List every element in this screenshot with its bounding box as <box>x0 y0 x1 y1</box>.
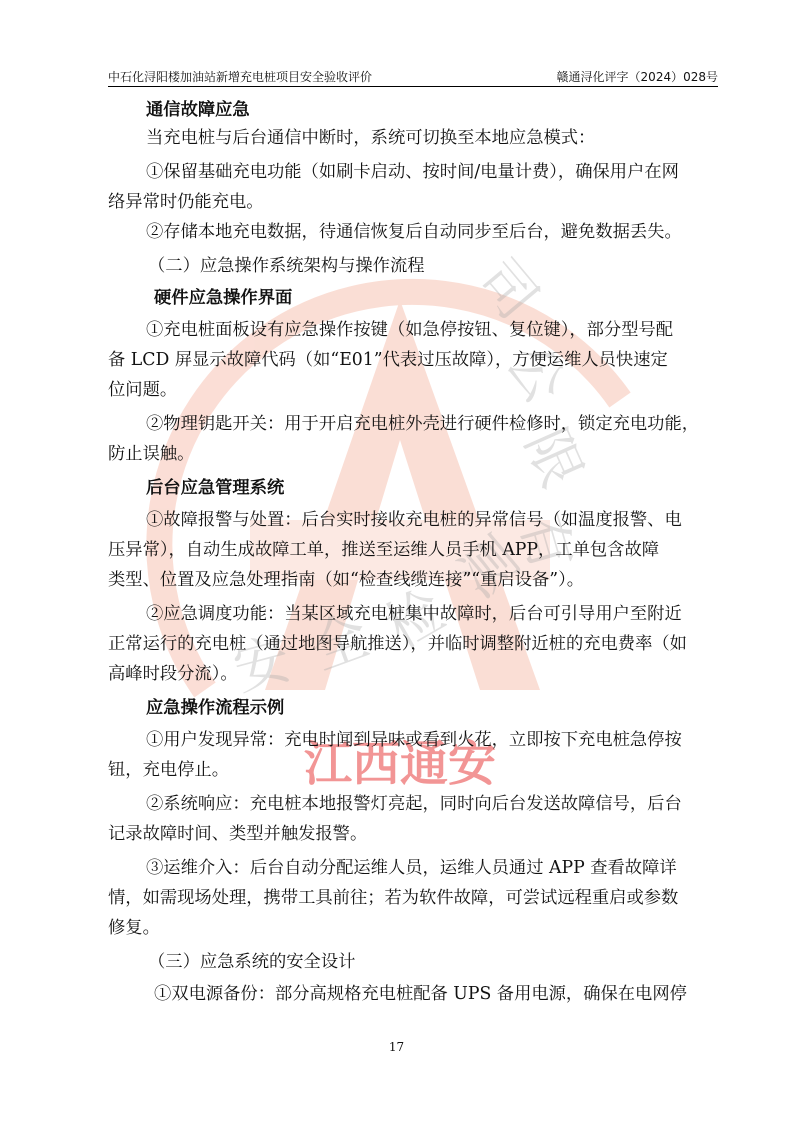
body-line: ②系统响应：充电桩本地报警灯亮起，同时向后台发送故障信号，后台 <box>146 794 682 814</box>
section-heading: 硬件应急操作界面 <box>154 288 293 308</box>
body-line: ②物理钥匙开关：用于开启充电桩外壳进行硬件检修时，锁定充电功能， <box>146 414 700 434</box>
header-title: 中石化浔阳楼加油站新增充电桩项目安全验收评价 <box>108 70 373 84</box>
section-heading: 后台应急管理系统 <box>146 478 285 498</box>
body-line: 当充电桩与后台通信中断时，系统可切换至本地应急模式： <box>146 128 596 148</box>
svg-text:限: 限 <box>512 419 595 497</box>
body-line: 位问题。 <box>108 380 178 400</box>
body-line: 正常运行的充电桩（通过地图导航推送），并临时调整附近桩的充电费率（如 <box>108 634 687 654</box>
body-line: ①故障报警与处置：后台实时接收充电桩的异常信号（如温度报警、电 <box>146 510 682 530</box>
body-line: 高峰时段分流）。 <box>108 664 238 684</box>
body-line: 钮，充电停止。 <box>108 760 229 780</box>
body-line: ③运维介入：后台自动分配运维人员，运维人员通过 APP 查看故障详 <box>146 858 677 878</box>
body-line: （二）应急操作系统架构与操作流程 <box>148 256 425 276</box>
body-line: ②应急调度功能：当某区域充电桩集中故障时，后台可引导用户至附近 <box>146 604 682 624</box>
body-line: ①保留基础充电功能（如刷卡启动、按时间/电量计费），确保用户在网 <box>146 162 679 182</box>
body-line: （三）应急系统的安全设计 <box>148 952 356 972</box>
svg-text:全: 全 <box>302 602 378 684</box>
body-line: 修复。 <box>108 918 160 938</box>
header-doc-number: 赣通浔化评字（2024）028号 <box>556 70 718 84</box>
body-line: ②存储本地充电数据，待通信恢复后自动同步至后台，避免数据丢失。 <box>146 222 682 242</box>
svg-text:公: 公 <box>493 332 578 415</box>
body-line: 压异常），自动生成故障工单，推送至运维人员手机 APP，工单包含故障 <box>108 540 660 560</box>
svg-text:安: 安 <box>226 626 298 704</box>
svg-text:测: 测 <box>447 524 532 611</box>
section-heading: 通信故障应急 <box>146 100 250 120</box>
body-line: ①用户发现异常：充电时闻到异味或看到火花，立即按下充电桩急停按 <box>146 730 682 750</box>
svg-text:有: 有 <box>506 505 585 578</box>
section-heading: 应急操作流程示例 <box>146 698 285 718</box>
body-line: 络异常时仍能充电。 <box>108 192 264 212</box>
svg-text:司: 司 <box>464 247 551 332</box>
body-line: 记录故障时间、类型并触发报警。 <box>108 824 368 844</box>
body-line: 情，如需现场处理，携带工具前往；若为软件故障，可尝试远程重启或参数 <box>108 888 679 908</box>
page-header <box>108 66 718 87</box>
body-line: ①双电源备份：部分高规格充电桩配备 UPS 备用电源，确保在电网停 <box>154 984 687 1004</box>
body-line: ①充电桩面板设有应急操作按键（如急停按钮、复位键），部分型号配 <box>146 320 674 340</box>
page-number: 17 <box>388 1040 405 1054</box>
body-line: 防止误触。 <box>108 444 195 464</box>
watermark-text: 江西通安 <box>303 736 497 792</box>
body-line: 备 LCD 屏显示故障代码（如“E01”代表过压故障），方便运维人员快速定 <box>108 350 668 370</box>
svg-text:检: 检 <box>374 577 456 663</box>
body-line: 类型、位置及应急处理指南（如“检查线缆连接”“重启设备”）。 <box>108 570 585 590</box>
